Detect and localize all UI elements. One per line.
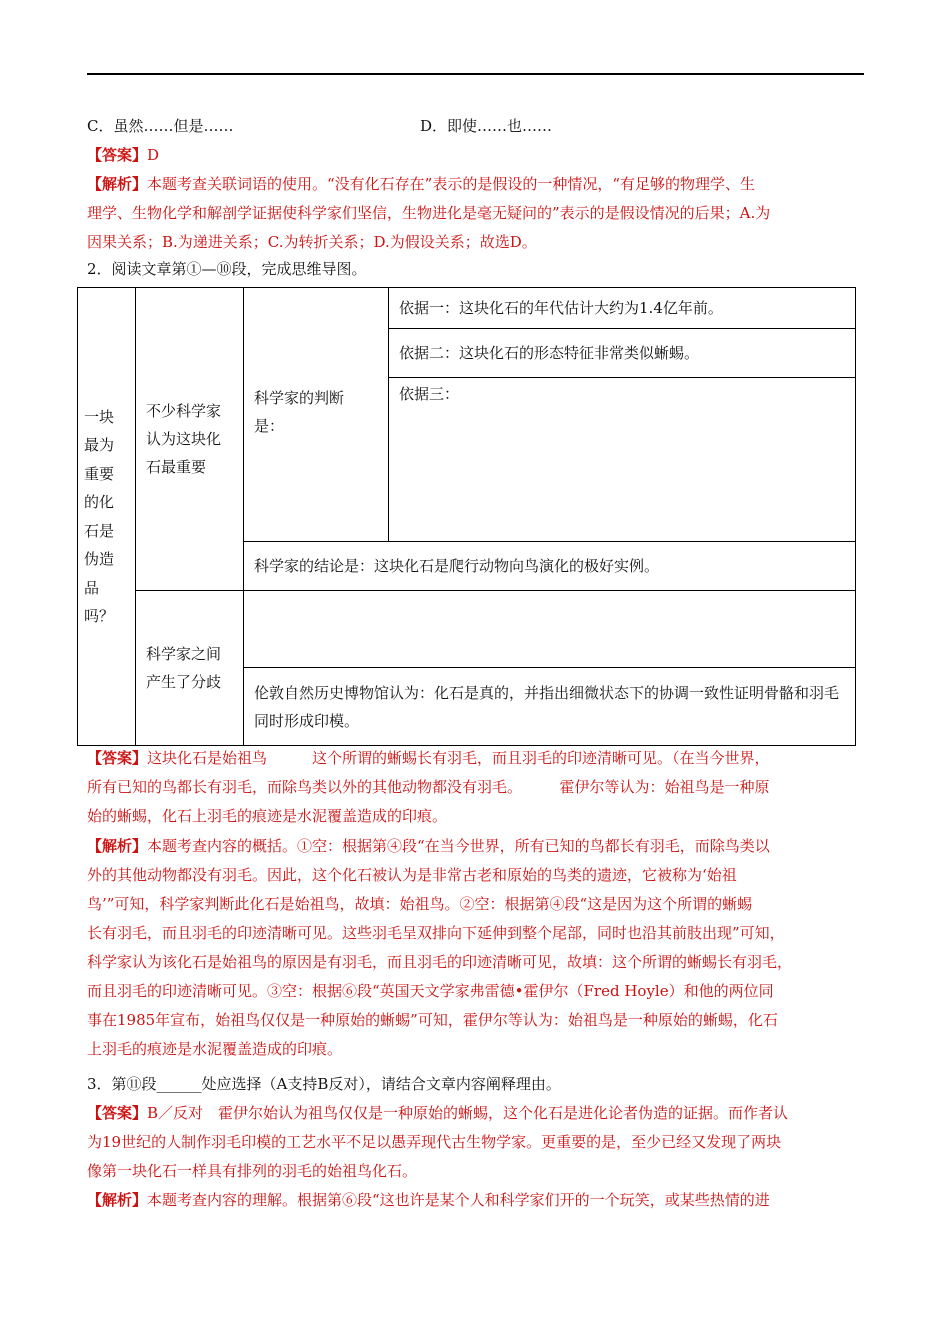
evidence-1-cell [389, 288, 856, 329]
analysis-line: 本题考查关联词语的使用。“没有化石存在”表示的是假设的一种情况，“有足够的物理学、生 [147, 175, 756, 193]
important-text: 不少科学家认为这块化石最重要 [146, 402, 222, 476]
q2-question: 2．阅读文章第①—⑩段，完成思维导图。 [87, 260, 367, 278]
evidence-3-cell [389, 378, 856, 542]
analysis-line: 长有羽毛，而且羽毛的印迹清晰可见。这些羽毛呈双排向下延伸到整个尾部，同时也沿其前肢出现”可知， [87, 924, 785, 942]
root-cell [78, 288, 136, 746]
analysis-line: 而且羽毛的印迹清晰可见。③空：根据⑥段“英国天文学家弗雷德•霍伊尔（Fred Hoyle）和他的两位同 [87, 982, 774, 1000]
q2-analysis [87, 832, 867, 1064]
analysis-line: 因果关系；B.为递进关系；C.为转折关系；D.为假设关系；故选D。 [87, 233, 537, 251]
q1-answer [87, 145, 159, 165]
analysis-line: 上羽毛的痕迹是水泥覆盖造成的印痕。 [87, 1040, 343, 1058]
evidence-1: 依据一：这块化石的年代估计大约为1.4亿年前。 [399, 299, 723, 317]
option-d: D．即使……也…… [420, 117, 553, 135]
q1-analysis [87, 170, 867, 257]
important-cell [136, 288, 244, 591]
answer-line: 为19世纪的人制作羽毛印模的工艺水平不足以愚弄现代古生物学家。更重要的是，至少已经又发现了两块 [87, 1133, 782, 1151]
analysis-line: 科学家认为该化石是始祖鸟的原因是有羽毛，而且羽毛的印迹清晰可见，故填：这个所谓的蜥蜴长有羽毛， [87, 953, 793, 971]
answer-text: D [147, 146, 160, 164]
answer-tag: 【答案】 [87, 146, 148, 164]
answer-tag: 【答案】 [87, 1104, 148, 1122]
root-question: 一块最为重要的化石是伪造品吗？ [84, 407, 115, 625]
answer-line: 始的蜥蜴，化石上羽毛的痕迹是水泥覆盖造成的印痕。 [87, 807, 448, 825]
analysis-line: 本题考查内容的概括。①空：根据第④段“在当今世界，所有已知的鸟都长有羽毛，而除鸟类以 [147, 837, 770, 855]
evidence-2-cell [389, 329, 856, 378]
evidence-2: 依据二：这块化石的形态特征非常类似蜥蜴。 [399, 344, 700, 362]
analysis-line: 鸟’”可知，科学家判断此化石是始祖鸟，故填：始祖鸟。②空：根据第④段“这是因为这个所谓的蜥蜴 [87, 895, 753, 913]
judgment-cell [244, 288, 389, 542]
analysis-tag: 【解析】 [87, 175, 148, 193]
mind-map-table [77, 287, 856, 746]
analysis-tag: 【解析】 [87, 837, 148, 855]
museum-cell [244, 668, 856, 746]
header-rule [87, 73, 864, 75]
conclusion-cell [244, 542, 856, 591]
q3-answer [87, 1099, 867, 1215]
analysis-tag: 【解析】 [87, 1191, 148, 1209]
answer-line: B／反对 霍伊尔始认为祖鸟仅仅是一种原始的蜥蜴，这个化石是进化论者伪造的证据。而作者认 [147, 1104, 789, 1122]
analysis-line: 理学、生物化学和解剖学证据使科学家们坚信，生物进化是毫无疑问的”表示的是假设情况的后果；A.为 [87, 204, 771, 222]
judgment-label: 科学家的判断是： [254, 389, 345, 435]
analysis-line: 事在1985年宣布，始祖鸟仅仅是一种原始的蜥蜴”可知，霍伊尔等认为：始祖鸟是一种原始的蜥蜴，化石 [87, 1011, 778, 1029]
dispute-text: 科学家之间产生了分歧 [146, 645, 222, 691]
answer-line: 这块化石是始祖鸟 这个所谓的蜥蜴长有羽毛，而且羽毛的印迹清晰可见。（在当今世界， [147, 749, 770, 767]
dispute-cell [136, 591, 244, 746]
analysis-line: 本题考查内容的理解。根据第⑥段“这也许是某个人和科学家们开的一个玩笑，或某些热情的进 [147, 1191, 770, 1209]
q2-answer [87, 744, 867, 831]
museum-text: 伦敦自然历史博物馆认为：化石是真的，并指出细微状态下的协调一致性证明骨骼和羽毛同时形成印模。 [254, 683, 840, 730]
answer-tag: 【答案】 [87, 749, 148, 767]
answer-line: 像第一块化石一样具有排列的羽毛的始祖鸟化石。 [87, 1162, 418, 1180]
analysis-line: 外的其他动物都没有羽毛。因此，这个化石被认为是非常古老和原始的鸟类的遗迹，它被称为‘始祖 [87, 866, 737, 884]
blank-cell [244, 591, 856, 668]
option-c: C．虽然……但是…… [87, 117, 234, 135]
conclusion-text: 科学家的结论是：这块化石是爬行动物向鸟演化的极好实例。 [254, 557, 660, 575]
q3-question: 3．第⑪段______处应选择（A支持B反对），请结合文章内容阐释理由。 [87, 1075, 561, 1093]
evidence-3: 依据三： [399, 385, 460, 403]
answer-line: 所有已知的鸟都长有羽毛，而除鸟类以外的其他动物都没有羽毛。 霍伊尔等认为：始祖鸟是一种原 [87, 778, 770, 796]
